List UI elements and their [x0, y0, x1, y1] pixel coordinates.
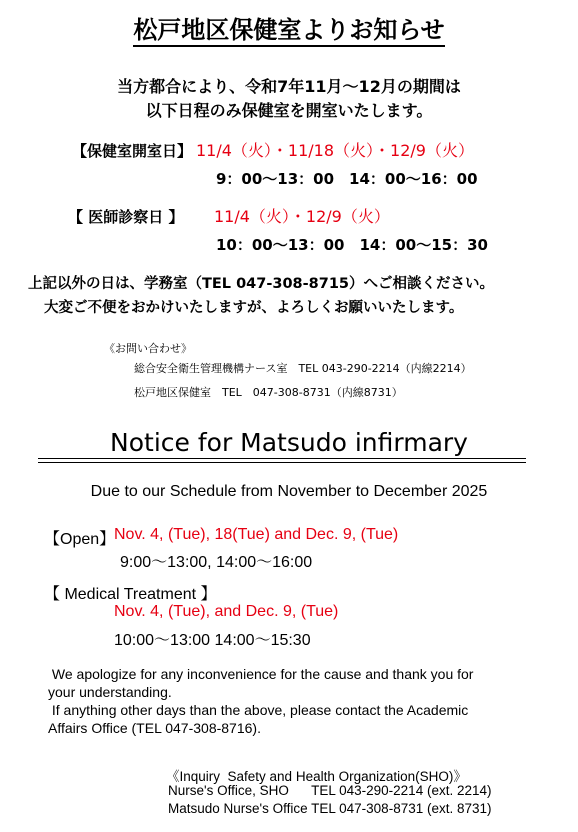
en-inquiry-line-1: Nurse's Office, SHO TEL 043-290-2214 (ext. 2214) [168, 783, 492, 798]
jp-contact-line-1: 総合安全衛生管理機構ナース室 TEL 043-290-2214（内線2214） [134, 362, 472, 375]
en-medical-label: 【 Medical Treatment 】 [44, 586, 217, 603]
en-inquiry-line-2: Matsudo Nurse's Office TEL 047-308-8731 (ext. 8731) [168, 801, 492, 816]
jp-contact-line-2: 松戸地区保健室 TEL 047-308-8731（内線8731） [134, 386, 403, 399]
jp-title-text: 松戸地区保健室よりお知らせ [133, 16, 444, 47]
en-title-rule-secondary [38, 462, 526, 463]
en-medical-times: 10:00～13:00 14:00～15:30 [114, 632, 311, 649]
jp-doctor-label: 【 医師診察日 】 [68, 208, 184, 226]
en-open-times: 9:00～13:00, 14:00～16:00 [120, 554, 313, 571]
jp-open-label: 【保健室開室日】 [72, 142, 193, 160]
en-inquiry-heading: 《Inquiry Safety and Health Organization(SHO)》 [166, 769, 467, 784]
en-lead: Due to our Schedule from November to December 2025 [90, 483, 488, 500]
jp-doctor-times: 10：00～13：00 14：00～15：30 [216, 236, 488, 254]
en-medical-dates: Nov. 4, (Tue), and Dec. 9, (Tue) [114, 603, 339, 620]
jp-open-dates: 11/4（火）・11/18（火）・12/9（火） [196, 141, 474, 160]
jp-doctor-dates: 11/4（火）・12/9（火） [214, 207, 390, 226]
en-apology-line-1: We apologize for any inconvenience for the cause and thank you for [48, 666, 474, 682]
en-title-rule [38, 458, 526, 459]
en-title: Notice for Matsudo infirmary [110, 428, 468, 457]
jp-note-line-2: 大変ご不便をおかけいたしますが、よろしくお願いいたします。 [44, 300, 464, 316]
en-apology-line-2: your understanding. [48, 684, 172, 700]
jp-title [0, 10, 578, 45]
jp-note-line-1: 上記以外の日は、学務室（TEL 047-308-8715）へご相談ください。 [28, 276, 495, 292]
jp-contact-heading: 《お問い合わせ》 [104, 342, 192, 355]
en-contact-note-line-2: Affairs Office (TEL 047-308-8716). [48, 720, 261, 736]
en-open-dates: Nov. 4, (Tue), 18(Tue) and Dec. 9, (Tue) [114, 526, 399, 543]
jp-lead-line-1: 当方都合により、令和7年11月～12月の期間は [117, 77, 461, 96]
en-open-label: 【Open】 [44, 531, 116, 548]
en-contact-note-line-1: If anything other days than the above, please contact the Academic [48, 702, 469, 718]
jp-lead-line-2: 以下日程のみ保健室を開室いたします。 [145, 101, 433, 120]
jp-open-times: 9：00～13：00 14：00～16：00 [216, 170, 478, 188]
